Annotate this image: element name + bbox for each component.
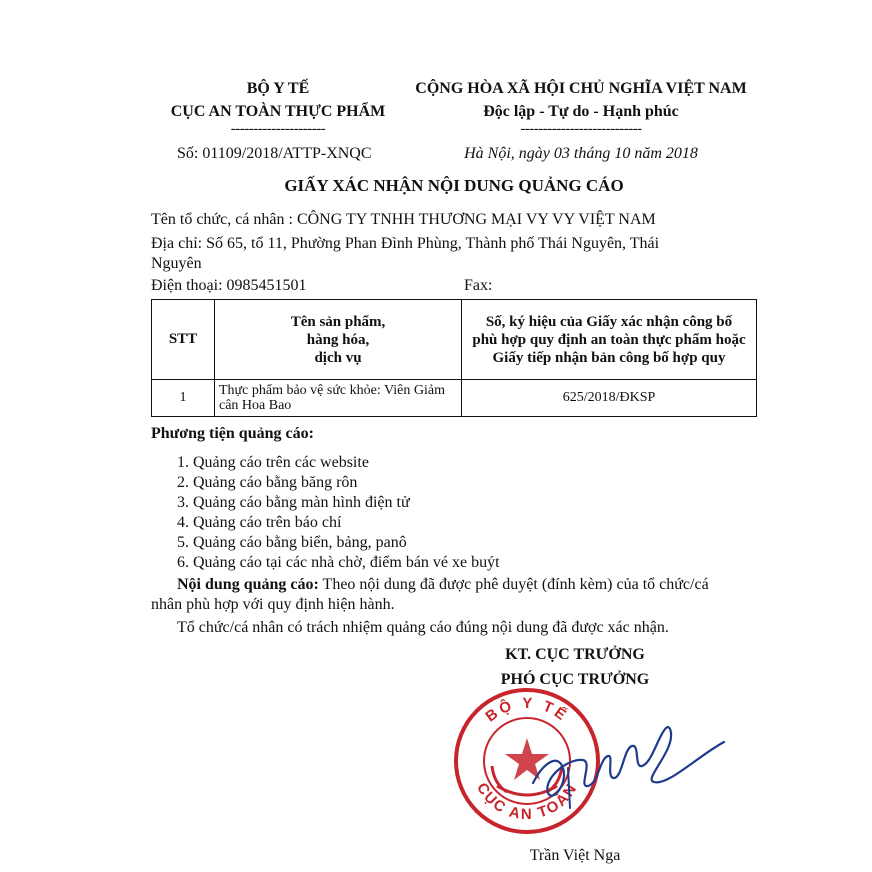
media-heading: Phương tiện quảng cáo:: [151, 425, 314, 442]
national-motto: Độc lập - Tự do - Hạnh phúc: [483, 103, 679, 120]
signer-title-1: KT. CỤC TRƯỞNG: [505, 646, 645, 663]
row-product: [215, 380, 462, 417]
header-certificate: [462, 300, 757, 380]
document-number: Số: 01109/2018/ATTP-XNQC: [177, 145, 372, 162]
signer-name: Trần Việt Nga: [529, 847, 621, 864]
department-name: CỤC AN TOÀN THỰC PHẨM: [170, 103, 386, 120]
handwritten-signature: [528, 708, 728, 818]
content-line1: [177, 576, 709, 594]
list-item: 3. Quảng cáo bằng màn hình điện tử: [177, 494, 410, 511]
ministry-name: BỘ Y TẾ: [246, 80, 310, 97]
document-title: GIẤY XÁC NHẬN NỘI DUNG QUẢNG CÁO: [284, 176, 624, 195]
list-item: 4. Quảng cáo trên báo chí: [177, 514, 342, 531]
organization-fax: Fax:: [464, 277, 493, 294]
row-stt: 1: [152, 380, 215, 417]
responsibility-statement: Tổ chức/cá nhân có trách nhiệm quảng cáo đúng nội dung đã được xác nhận.: [177, 619, 669, 636]
list-item: 2. Quảng cáo bằng băng rôn: [177, 474, 358, 491]
header-certificate-line1: Số, ký hiệu của Giấy xác nhận công bố: [485, 313, 733, 330]
product-table: [151, 299, 757, 417]
table-row: [152, 380, 757, 417]
issue-date: Hà Nội, ngày 03 tháng 10 năm 2018: [464, 145, 698, 162]
header-product-line2: hàng hóa,: [306, 331, 370, 348]
row-certificate: 625/2018/ĐKSP: [462, 380, 757, 417]
header-certificate-line3: Giấy tiếp nhận bản công bố hợp quy: [492, 349, 726, 366]
row-product-line2: cân Hoa Bao: [219, 398, 292, 413]
left-divider: ---------------------: [230, 121, 326, 137]
list-item: 1. Quảng cáo trên các website: [177, 454, 369, 471]
header-product: [215, 300, 462, 380]
table-header-row: [152, 300, 757, 380]
seal-top-text: BỘ Y TẾ: [482, 694, 572, 726]
organization-name: Tên tổ chức, cá nhân : CÔNG TY TNHH THƯƠNG MẠI VY VY VIỆT NAM: [151, 211, 656, 228]
content-label: Nội dung quảng cáo:: [177, 576, 319, 593]
content-line2: nhân phù hợp với quy định hiện hành.: [151, 596, 395, 613]
country-name: CỘNG HÒA XÃ HỘI CHỦ NGHĨA VIỆT NAM: [415, 80, 747, 97]
row-product-line1: Thực phẩm bảo vệ sức khỏe: Viên Giảm: [219, 383, 445, 398]
organization-address: Địa chỉ: Số 65, tổ 11, Phường Phan Đình Phùng, Thành phố Thái Nguyên, Thái: [151, 235, 660, 252]
organization-address-cont: Nguyên: [151, 255, 202, 272]
header-certificate-line2: phù hợp quy định an toàn thực phẩm hoặc: [472, 331, 746, 348]
content-text: Theo nội dung đã được phê duyệt (đính kèm) của tổ chức/cá: [318, 576, 709, 593]
media-list: [177, 453, 500, 573]
signer-title-2: PHÓ CỤC TRƯỞNG: [500, 671, 650, 688]
organization-phone: Điện thoại: 0985451501: [151, 277, 307, 294]
seal-bottom-text: CỤC AN TOÀN: [473, 779, 581, 824]
right-divider: ---------------------------: [520, 121, 642, 137]
header-product-line3: dịch vụ: [314, 349, 362, 366]
list-item: 6. Quảng cáo tại các nhà chờ, điểm bán vé xe buýt: [177, 554, 500, 571]
header-product-line1: Tên sản phẩm,: [290, 313, 386, 330]
header-stt: STT: [152, 300, 215, 380]
list-item: 5. Quảng cáo bằng biển, bảng, panô: [177, 534, 407, 551]
